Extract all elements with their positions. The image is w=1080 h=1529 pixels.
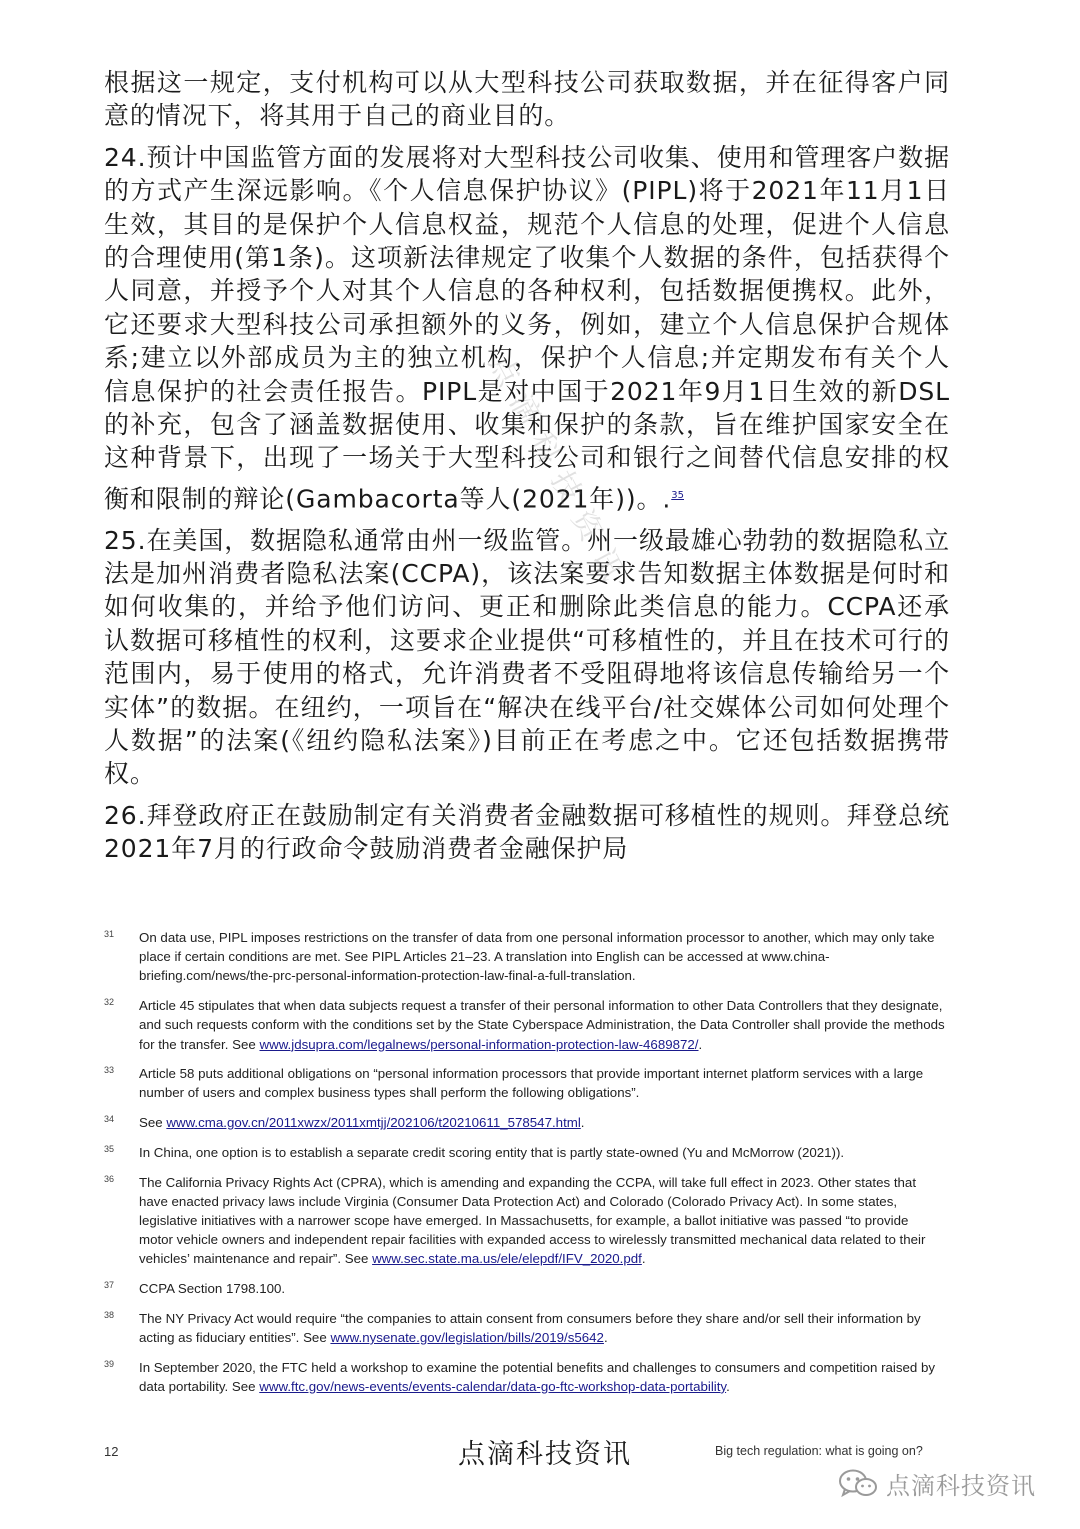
footnote-34: 34 See www.cma.gov.cn/2011xwzx/2011xmtjj/202106/t20210611_578547.html. <box>104 1114 585 1131</box>
footnote-32: 32 Article 45 stipulates that when data subjects request a transfer of their personal information to other Data Controllers that they designate, and such requests conform with the conditions set by the State Cyberspace Administration, the Data Controller shall provide the methods for the transfer. See www.jdsupra.com/legalnews/personal-information-protection-law-4689872/. <box>104 997 945 1052</box>
footnote-31: 31 On data use, PIPL imposes restrictions on the transfer of data from one personal information processor to another, which may only take place if certain conditions are met. See PIPL Articles 21–23. A translation into English can be accessed at www.china-briefing.com/news/the-prc-personal-information-protection-law-final-a-full-translation. <box>104 929 935 984</box>
wechat-watermark <box>838 1466 1036 1501</box>
footnote-37: 37 CCPA Section 1798.100. <box>104 1280 286 1297</box>
footnote-link-34[interactable]: www.cma.gov.cn/2011xwzx/2011xmtjj/202106/t20210611_578547.html <box>166 1115 581 1131</box>
diagonal-watermark: 点滴科技资讯 <box>481 348 637 599</box>
paragraph-24: 24.预计中国监管方面的发展将对大型科技公司收集、使用和管理客户数据的方式产生深远影响。《个人信息保护协议》(PIPL)将于2021年11月1日生效，其目的是保护个人信息权益，规范个人信息的处理，促进个人信息的合理使用(第1条)。这项新法律规定了收集个人数据的条件，包括获得个人同意，并授予个人对其个人信息的各种权利，包括数据便携权。此外，它还要求大型科技公司承担额外的义务，例如，建立个人信息保护合规体系;建立以外部成员为主的独立机构，保护个人信息;并定期发布有关个人信息保护的社会责任报告。PIPL是对中国于2021年9月1日生效的新DSL的补充，包含了涵盖数据使用、收集和保护的条款，旨在维护国家安全在这种背景下，出现了一场关于大型科技公司和银行之间替代信息安排的权衡和限制的辩论(Gambacorta等人(2021年))。.$^{35}$ <box>104 142 950 514</box>
paragraph-26: 26.拜登政府正在鼓励制定有关消费者金融数据可移植性的规则。拜登总统2021年7月的行政命令鼓励消费者金融保护局 <box>104 800 950 864</box>
footnote-ref-35[interactable]: 35 <box>671 489 684 501</box>
paragraph-25: 25.在美国，数据隐私通常由州一级监管。州一级最雄心勃勃的数据隐私立法是加州消费者隐私法案(CCPA)，该法案要求告知数据主体数据是何时和如何收集的，并给予他们访问、更正和删除此类信息的能力。CCPA还承认数据可移植性的权利，这要求企业提供“可移植性的，并且在技术可行的范围内，易于使用的格式，允许消费者不受阻碍地将该信息传输给另一个实体”的数据。在纽约，一项旨在“解决在线平台/社交媒体公司如何处理个人数据”的法案(《纽约隐私法案》)目前正在考虑之中。它还包括数据携带权。 <box>104 525 950 789</box>
footnote-link-36[interactable]: www.sec.state.ma.us/ele/elepdf/IFV_2020.pdf <box>372 1251 642 1267</box>
wechat-watermark-text: 点滴科技资讯 <box>886 1472 1036 1500</box>
page-footer <box>0 1430 1080 1529</box>
footnote-35: 35 In China, one option is to establish a separate credit scoring entity that is partly state-owned (Yu and McMorrow (2021)). <box>104 1143 845 1160</box>
main-body <box>104 66 950 874</box>
footnote-39: 39 In September 2020, the FTC held a workshop to examine the potential benefits and challenges to consumers and competition raised by data portability. See www.ftc.gov/news-events/events-calendar/data-go-ftc-workshop-data-portability. <box>104 1358 936 1394</box>
footer-brand: 点滴科技资讯 <box>458 1439 632 1470</box>
footnote-link-39[interactable]: www.ftc.gov/news-events/events-calendar/data-go-ftc-workshop-data-portability <box>259 1378 727 1394</box>
footnotes <box>104 928 946 1407</box>
paragraph-intro: 根据这一规定，支付机构可以从大型科技公司获取数据，并在征得客户同意的情况下，将其用于自己的商业目的。 <box>104 68 950 131</box>
footnote-38: 38 The NY Privacy Act would require “the companies to attain consent from consumers before they share and/or sell their information by acting as fiduciary entities”. See www.nysenate.gov/legislation/bills/2019/s5642. <box>104 1309 921 1345</box>
footnote-33: 33 Article 58 puts additional obligations on “personal information processors that provide important internet platform services with a large number of users and complex business types shall perform the following obligations”. <box>104 1065 924 1101</box>
footnote-link-38[interactable]: www.nysenate.gov/legislation/bills/2019/s5642 <box>330 1329 604 1345</box>
wechat-icon <box>838 1468 878 1500</box>
page-number: 12 <box>104 1444 119 1459</box>
footnote-36: 36 The California Privacy Rights Act (CPRA), which is amending and expanding the CCPA, will take full effect in 2023. Other states that have enacted privacy laws include Virginia (Consumer Data Protection Act) and Colorado (Colorado Privacy Act). In some states, legislative initiatives with a narrower scope have emerged. In Massachusetts, for example, a ballot initiative was passed “to provide motor vehicle owners and independent repair facilities with expanded access to wirelessly transmitted mechanical data related to their vehicles’ maintenance and repair”. See www.sec.state.ma.us/ele/elepdf/IFV_2020.pdf. <box>104 1173 926 1267</box>
running-title: Big tech regulation: what is going on? <box>715 1444 923 1458</box>
footnote-link-32[interactable]: www.jdsupra.com/legalnews/personal-information-protection-law-4689872/ <box>259 1036 699 1052</box>
